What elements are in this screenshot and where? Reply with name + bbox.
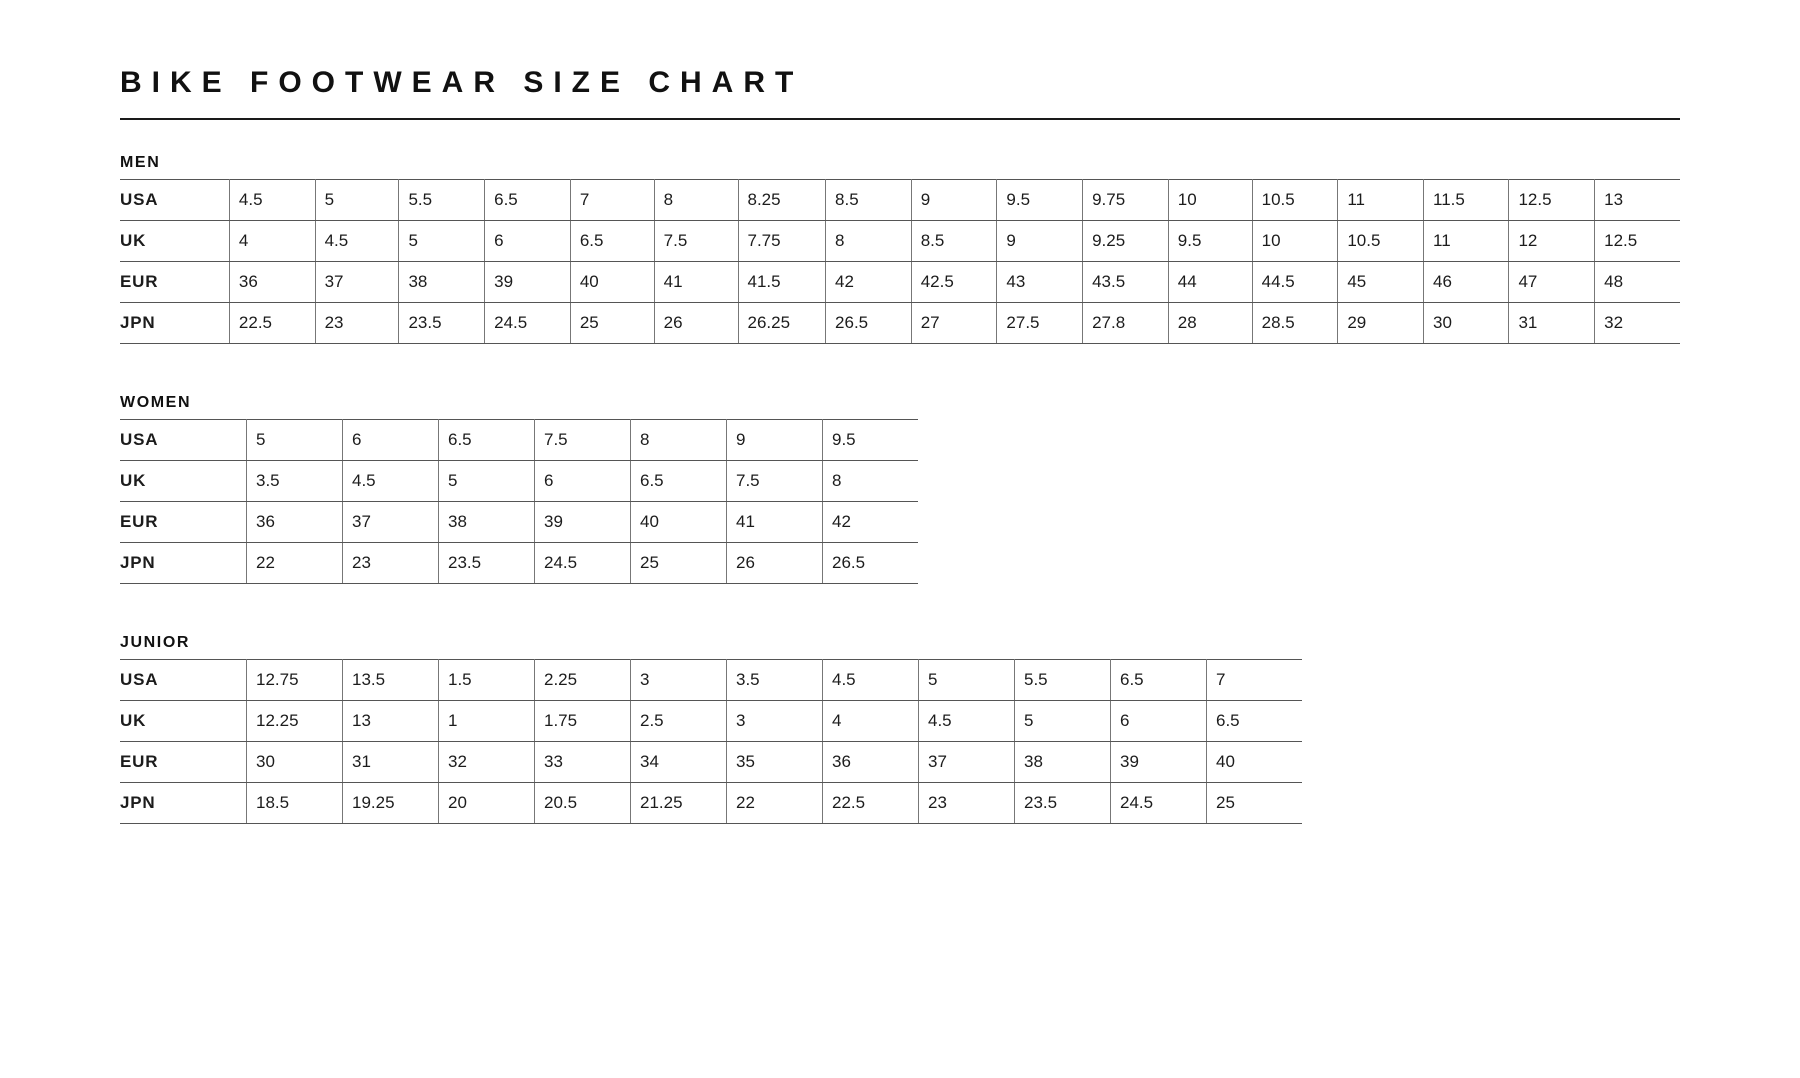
- size-cell: 25: [1207, 783, 1303, 824]
- size-cell: 26.5: [826, 303, 912, 344]
- table-row: [120, 262, 1680, 303]
- size-cell: 26.5: [823, 543, 919, 584]
- row-header-usa: USA: [120, 660, 247, 701]
- size-cell: 9.75: [1083, 180, 1169, 221]
- size-cell: 5: [399, 221, 485, 262]
- size-cell: 6.5: [439, 420, 535, 461]
- size-table-junior-body: [120, 660, 1302, 824]
- size-cell: 26: [727, 543, 823, 584]
- size-cell: 9: [997, 221, 1083, 262]
- size-cell: 42: [826, 262, 912, 303]
- size-cell: 27.8: [1083, 303, 1169, 344]
- row-header-uk: UK: [120, 461, 247, 502]
- size-cell: 41: [654, 262, 738, 303]
- size-cell: 6: [1111, 701, 1207, 742]
- size-cell: 44.5: [1252, 262, 1338, 303]
- size-cell: 6.5: [1207, 701, 1303, 742]
- table-row: [120, 783, 1302, 824]
- size-cell: 39: [1111, 742, 1207, 783]
- size-cell: 40: [570, 262, 654, 303]
- size-cell: 5: [919, 660, 1015, 701]
- title-divider: [120, 118, 1680, 120]
- size-cell: 23.5: [399, 303, 485, 344]
- section-women: [120, 394, 1680, 584]
- row-header-eur: EUR: [120, 502, 247, 543]
- size-cell: 8.5: [911, 221, 997, 262]
- section-label-men: MEN: [120, 154, 161, 171]
- size-cell: 36: [823, 742, 919, 783]
- size-cell: 5: [315, 180, 399, 221]
- size-cell: 8: [826, 221, 912, 262]
- size-cell: 18.5: [247, 783, 343, 824]
- size-cell: 38: [399, 262, 485, 303]
- table-row: [120, 180, 1680, 221]
- size-cell: 7.75: [738, 221, 826, 262]
- size-cell: 43.5: [1083, 262, 1169, 303]
- size-cell: 11: [1424, 221, 1509, 262]
- size-cell: 37: [343, 502, 439, 543]
- table-row: [120, 221, 1680, 262]
- row-header-uk: UK: [120, 221, 229, 262]
- table-row: [120, 420, 918, 461]
- size-cell: 26.25: [738, 303, 826, 344]
- size-cell: 23: [919, 783, 1015, 824]
- size-cell: 10.5: [1252, 180, 1338, 221]
- size-cell: 12.5: [1509, 180, 1595, 221]
- size-cell: 7.5: [535, 420, 631, 461]
- size-cell: 9: [911, 180, 997, 221]
- size-cell: 5.5: [399, 180, 485, 221]
- size-cell: 21.25: [631, 783, 727, 824]
- size-cell: 8.5: [826, 180, 912, 221]
- row-header-usa: USA: [120, 180, 229, 221]
- table-row: [120, 660, 1302, 701]
- size-cell: 5: [1015, 701, 1111, 742]
- row-header-jpn: JPN: [120, 783, 247, 824]
- size-cell: 12.25: [247, 701, 343, 742]
- size-cell: 29: [1338, 303, 1424, 344]
- size-cell: 40: [631, 502, 727, 543]
- size-cell: 10.5: [1338, 221, 1424, 262]
- table-row: [120, 303, 1680, 344]
- size-cell: 2.5: [631, 701, 727, 742]
- size-cell: 42.5: [911, 262, 997, 303]
- size-cell: 8: [823, 461, 919, 502]
- size-cell: 20: [439, 783, 535, 824]
- size-cell: 6: [485, 221, 571, 262]
- size-cell: 31: [343, 742, 439, 783]
- size-cell: 46: [1424, 262, 1509, 303]
- size-cell: 1.75: [535, 701, 631, 742]
- size-cell: 42: [823, 502, 919, 543]
- size-cell: 32: [1595, 303, 1680, 344]
- size-cell: 3: [727, 701, 823, 742]
- size-cell: 1.5: [439, 660, 535, 701]
- size-cell: 25: [631, 543, 727, 584]
- size-cell: 23.5: [1015, 783, 1111, 824]
- size-cell: 8.25: [738, 180, 826, 221]
- size-cell: 4.5: [315, 221, 399, 262]
- size-cell: 39: [535, 502, 631, 543]
- size-table-women: [120, 419, 918, 584]
- size-cell: 4: [823, 701, 919, 742]
- size-cell: 24.5: [535, 543, 631, 584]
- size-cell: 7.5: [654, 221, 738, 262]
- size-cell: 13.5: [343, 660, 439, 701]
- size-cell: 7: [570, 180, 654, 221]
- table-row: [120, 701, 1302, 742]
- size-table-women-body: [120, 420, 918, 584]
- size-cell: 6.5: [631, 461, 727, 502]
- size-cell: 41.5: [738, 262, 826, 303]
- size-cell: 10: [1168, 180, 1252, 221]
- section-junior: [120, 634, 1680, 824]
- size-cell: 43: [997, 262, 1083, 303]
- size-cell: 30: [1424, 303, 1509, 344]
- size-table-men: [120, 179, 1680, 344]
- size-cell: 30: [247, 742, 343, 783]
- size-cell: 25: [570, 303, 654, 344]
- row-header-jpn: JPN: [120, 303, 229, 344]
- size-cell: 5: [439, 461, 535, 502]
- size-cell: 9: [727, 420, 823, 461]
- size-cell: 24.5: [1111, 783, 1207, 824]
- row-header-eur: EUR: [120, 262, 229, 303]
- size-cell: 3.5: [247, 461, 343, 502]
- size-cell: 27.5: [997, 303, 1083, 344]
- row-header-uk: UK: [120, 701, 247, 742]
- size-cell: 9.25: [1083, 221, 1169, 262]
- size-cell: 13: [343, 701, 439, 742]
- size-cell: 4: [229, 221, 315, 262]
- row-header-usa: USA: [120, 420, 247, 461]
- size-cell: 33: [535, 742, 631, 783]
- size-cell: 4.5: [823, 660, 919, 701]
- size-cell: 45: [1338, 262, 1424, 303]
- size-cell: 6.5: [570, 221, 654, 262]
- size-cell: 36: [229, 262, 315, 303]
- size-cell: 22.5: [823, 783, 919, 824]
- size-cell: 28.5: [1252, 303, 1338, 344]
- section-men: [120, 154, 1680, 344]
- size-cell: 7: [1207, 660, 1303, 701]
- size-cell: 41: [727, 502, 823, 543]
- size-cell: 37: [315, 262, 399, 303]
- size-cell: 37: [919, 742, 1015, 783]
- section-label-women: WOMEN: [120, 394, 192, 411]
- size-cell: 9.5: [1168, 221, 1252, 262]
- size-cell: 23.5: [439, 543, 535, 584]
- row-header-eur: EUR: [120, 742, 247, 783]
- size-cell: 44: [1168, 262, 1252, 303]
- size-table-junior: [120, 659, 1302, 824]
- size-cell: 35: [727, 742, 823, 783]
- size-cell: 8: [654, 180, 738, 221]
- section-label-junior: JUNIOR: [120, 634, 191, 651]
- size-cell: 3.5: [727, 660, 823, 701]
- size-cell: 22: [247, 543, 343, 584]
- size-cell: 38: [439, 502, 535, 543]
- size-cell: 1: [439, 701, 535, 742]
- page-title: BIKE FOOTWEAR SIZE CHART: [120, 66, 804, 99]
- size-cell: 48: [1595, 262, 1680, 303]
- size-cell: 27: [911, 303, 997, 344]
- size-cell: 6: [535, 461, 631, 502]
- size-cell: 26: [654, 303, 738, 344]
- size-table-men-body: [120, 180, 1680, 344]
- size-cell: 23: [315, 303, 399, 344]
- size-cell: 8: [631, 420, 727, 461]
- size-cell: 39: [485, 262, 571, 303]
- size-cell: 22.5: [229, 303, 315, 344]
- size-cell: 4.5: [919, 701, 1015, 742]
- size-cell: 12.5: [1595, 221, 1680, 262]
- size-cell: 12: [1509, 221, 1595, 262]
- size-cell: 4.5: [343, 461, 439, 502]
- size-cell: 9.5: [997, 180, 1083, 221]
- size-cell: 36: [247, 502, 343, 543]
- size-cell: 38: [1015, 742, 1111, 783]
- size-cell: 12.75: [247, 660, 343, 701]
- size-cell: 7.5: [727, 461, 823, 502]
- table-row: [120, 461, 918, 502]
- size-cell: 6: [343, 420, 439, 461]
- size-cell: 13: [1595, 180, 1680, 221]
- size-cell: 11.5: [1424, 180, 1509, 221]
- size-cell: 20.5: [535, 783, 631, 824]
- size-cell: 10: [1252, 221, 1338, 262]
- size-cell: 23: [343, 543, 439, 584]
- size-cell: 6.5: [485, 180, 571, 221]
- size-cell: 9.5: [823, 420, 919, 461]
- size-cell: 5.5: [1015, 660, 1111, 701]
- size-cell: 19.25: [343, 783, 439, 824]
- size-cell: 2.25: [535, 660, 631, 701]
- size-cell: 40: [1207, 742, 1303, 783]
- row-header-jpn: JPN: [120, 543, 247, 584]
- size-cell: 47: [1509, 262, 1595, 303]
- size-cell: 4.5: [229, 180, 315, 221]
- size-cell: 6.5: [1111, 660, 1207, 701]
- size-cell: 31: [1509, 303, 1595, 344]
- table-row: [120, 543, 918, 584]
- table-row: [120, 502, 918, 543]
- size-cell: 24.5: [485, 303, 571, 344]
- size-cell: 11: [1338, 180, 1424, 221]
- size-cell: 34: [631, 742, 727, 783]
- size-cell: 32: [439, 742, 535, 783]
- size-cell: 22: [727, 783, 823, 824]
- table-row: [120, 742, 1302, 783]
- size-cell: 28: [1168, 303, 1252, 344]
- size-cell: 5: [247, 420, 343, 461]
- size-cell: 3: [631, 660, 727, 701]
